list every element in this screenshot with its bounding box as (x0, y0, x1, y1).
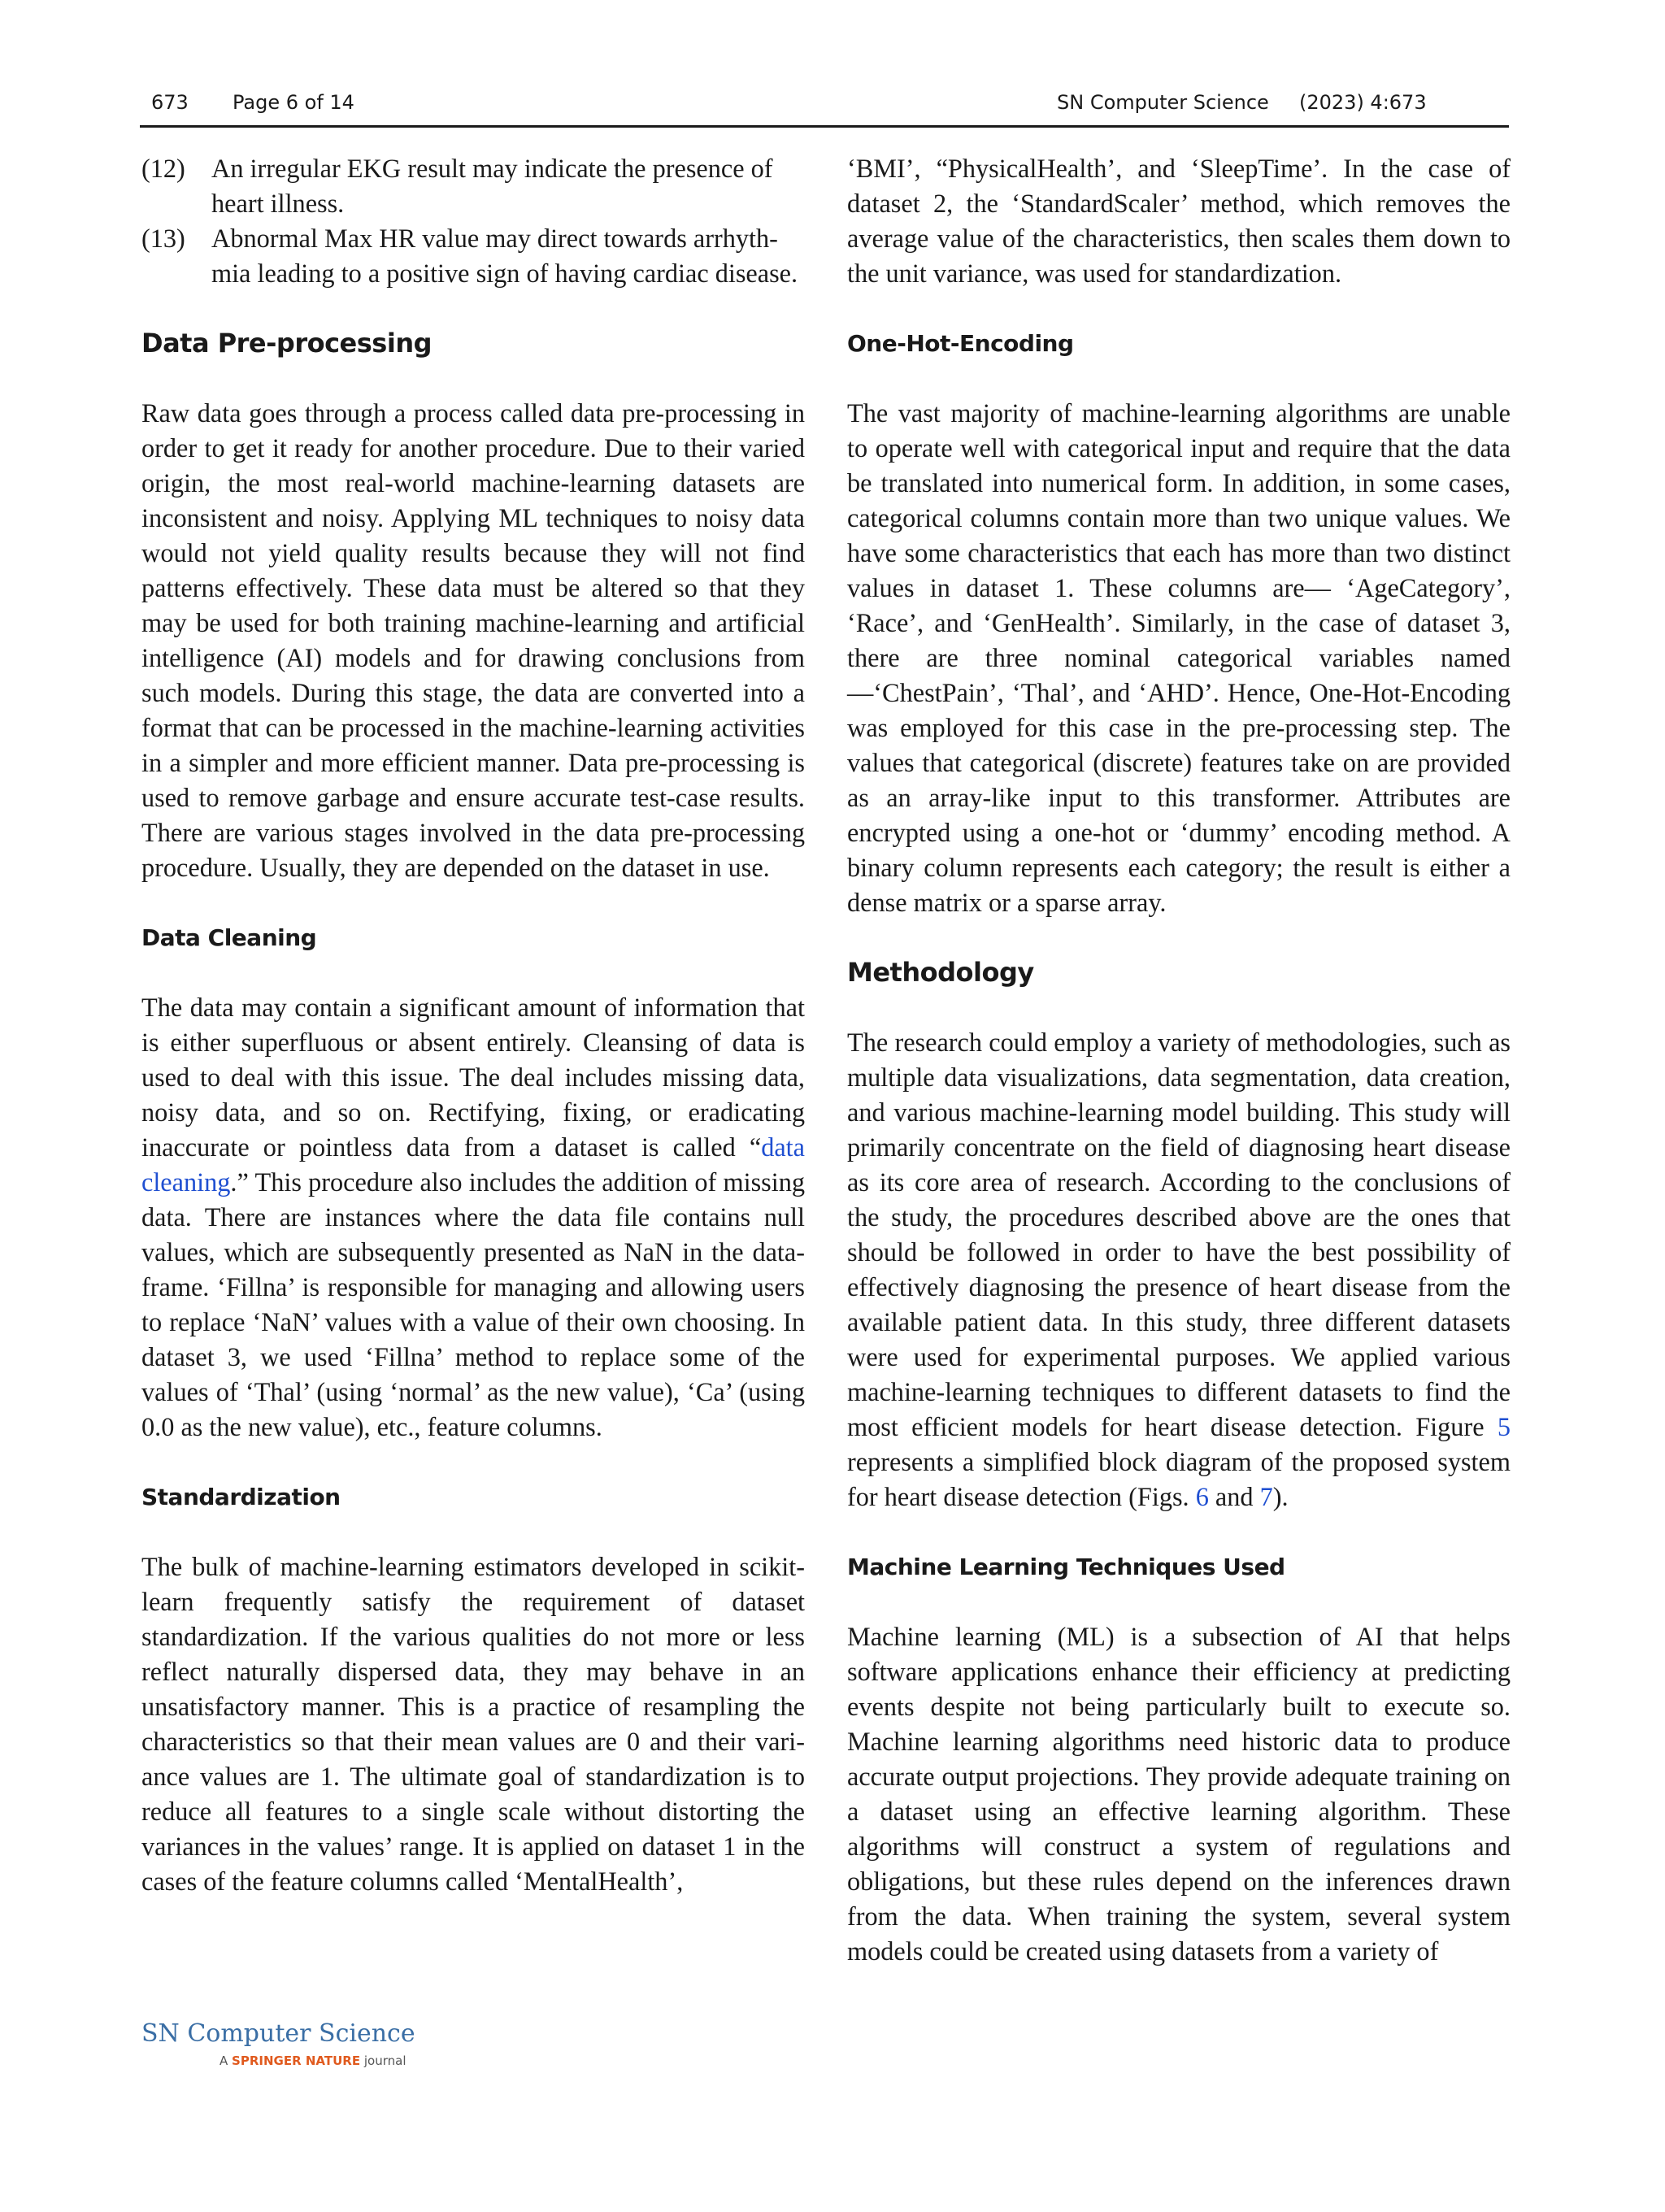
subsection-heading-ml: Machine Learning Techniques Used (847, 1554, 1285, 1580)
journal-name: SN Computer Science (1057, 91, 1269, 114)
paragraph-cleaning: The data may contain a significant amount of information that is either superfluous or absent entirely. Cleansing of data is used to deal with this issue. The deal includes missing data, noisy data, and so on. Rectifying, fixing, or eradicating inaccurate or pointless data from a dataset is called “data cleaning.” This procedure also includes the addition of missing data. There are instances where the data file contains null values, which are subsequently presented as NaN in the data-frame. ‘Fillna’ is responsible for managing and allowing users to replace ‘NaN’ values with a value of their own choosing. In dataset 3, we used ‘Fillna’ method to replace some of the values of ‘Thal’ (using ‘normal’ as the new value), ‘Ca’ (using 0.0 as the new value), etc., feature columns. (141, 993, 805, 1441)
list-item-number: (13) (141, 224, 185, 253)
subsection-heading-standardization: Standardization (141, 1484, 341, 1510)
footer-journal-logo: SN Computer Science (141, 2019, 415, 2048)
paragraph-ohe: The vast majority of machine-learning algorithms are unable to operate well with categorical input and require that the data be translated into numerical form. In addition, in some cases, categorical columns contain more than two unique values. We have some characteristics that each has more than two distinct values in dataset 1. These columns are— ‘AgeCategory’, ‘Race’, and ‘GenHealth’. Similarly, in the case of dataset 3, there are three nominal categorical variables named—‘ChestPain’, ‘Thal’, and ‘AHD’. Hence, One-Hot-Encoding was employed for this case in the pre-processing step. The values that categorical (discrete) features take on are provided as an array-like input to this transformer. Attributes are encrypted using a one-hot or ‘dummy’ encoding method. A binary column represents each category; the result is either a dense matrix or a sparse array. (847, 398, 1511, 917)
paragraph-standardization-cont: ‘BMI’, “PhysicalHealth’, and ‘SleepTime’. In the case of dataset 2, the ‘StandardScaler’ method, which removes the average value of the characteristics, then scales them down to the unit variance, was used for standardization. (847, 154, 1511, 288)
right-column (847, 151, 1511, 1969)
paragraph-preprocessing: Raw data goes through a process called data pre-processing in order to get it ready for another procedure. Due to their varied origin, the most real-world machine-learning datasets are inconsistent and noisy. Applying ML techniques to noisy data would not yield quality results because they will not find patterns effectively. These data must be altered so that they may be used for both training machine-learning and artificial intelligence (AI) models and for drawing conclusions from such models. During this stage, the data are converted into a format that can be processed in the machine-learning activities in a simpler and more efficient manner. Data pre-processing is used to remove garbage and ensure accurate test-case results. There are various stages involved in the data pre-processing procedure. Usually, they are depended on the dataset in use. (141, 398, 805, 882)
left-column (141, 151, 805, 1899)
data-cleaning-link[interactable]: data cleaning (141, 1132, 805, 1197)
paragraph-ml: Machine learning (ML) is a subsection of AI that helps software applications enhance their efficiency at predicting events despite not being particularly built to execute so. Machine learning algorithms need historic data to produce accurate output projections. They provide adequate training on a dataset using an effective learning algorithm. These algorithms will construct a system of regulations and obligations, but these rules depend on the inferences drawn from the data. When training the system, several system models could be created using datasets from a variety of (847, 1622, 1511, 1966)
section-heading-methodology: Methodology (847, 957, 1034, 988)
figure-7-link[interactable]: 7 (1259, 1482, 1273, 1511)
footer-publisher: A SPRINGER NATURE journal (220, 2053, 406, 2068)
page-label: Page 6 of 14 (233, 91, 354, 114)
paragraph-standardization: The bulk of machine-learning estimators developed in scikit-learn frequently satisfy the requirement of dataset standardization. If the various qualities do not more or less reflect naturally dispersed data, they may behave in an unsatisfactory manner. This is a practice of resampling the characteristics so that their mean values are 0 and their variance values are 1. The ultimate goal of standardization is to reduce all features to a single scale without distorting the variances in the values’ range. It is applied on dataset 1 in the cases of the feature columns called ‘MentalHealth’, (141, 1552, 805, 1896)
figure-5-link[interactable]: 5 (1497, 1412, 1511, 1441)
citation: (2023) 4:673 (1299, 91, 1427, 114)
article-number: 673 (151, 91, 189, 114)
running-header (140, 85, 1509, 128)
subsection-heading-cleaning: Data Cleaning (141, 924, 317, 951)
list-item-text: An irregular EKG result may indicate the presence of heart illness. (211, 154, 773, 218)
figure-6-link[interactable]: 6 (1195, 1482, 1209, 1511)
paragraph-methodology: The research could employ a variety of methodologies, such as multiple data visualizations, data segmentation, data creation, and various machine-learning model building. This study will primarily concentrate on the field of diagnosing heart disease as its core area of research. According to the conclusions of the study, the procedures described above are the ones that should be followed in order to have the best possibility of effectively diagnosing the presence of heart disease from the available patient data. In this study, three different datasets were used for experimental purposes. We applied various machine-learning techniques to different datasets to find the most efficient models for heart disease detection. Figure 5 represents a simplified block diagram of the proposed system for heart disease detection (Figs. 6 and 7). (847, 1028, 1511, 1511)
list-item-text: Abnormal Max HR value may direct towards arrhythmia leading to a positive sign of having cardiac disease. (211, 224, 798, 288)
list-item-number: (12) (141, 154, 185, 183)
subsection-heading-ohe: One-Hot-Encoding (847, 330, 1074, 357)
list-item (141, 151, 805, 221)
section-heading-preprocessing: Data Pre-processing (141, 328, 432, 359)
list-item (141, 221, 805, 291)
